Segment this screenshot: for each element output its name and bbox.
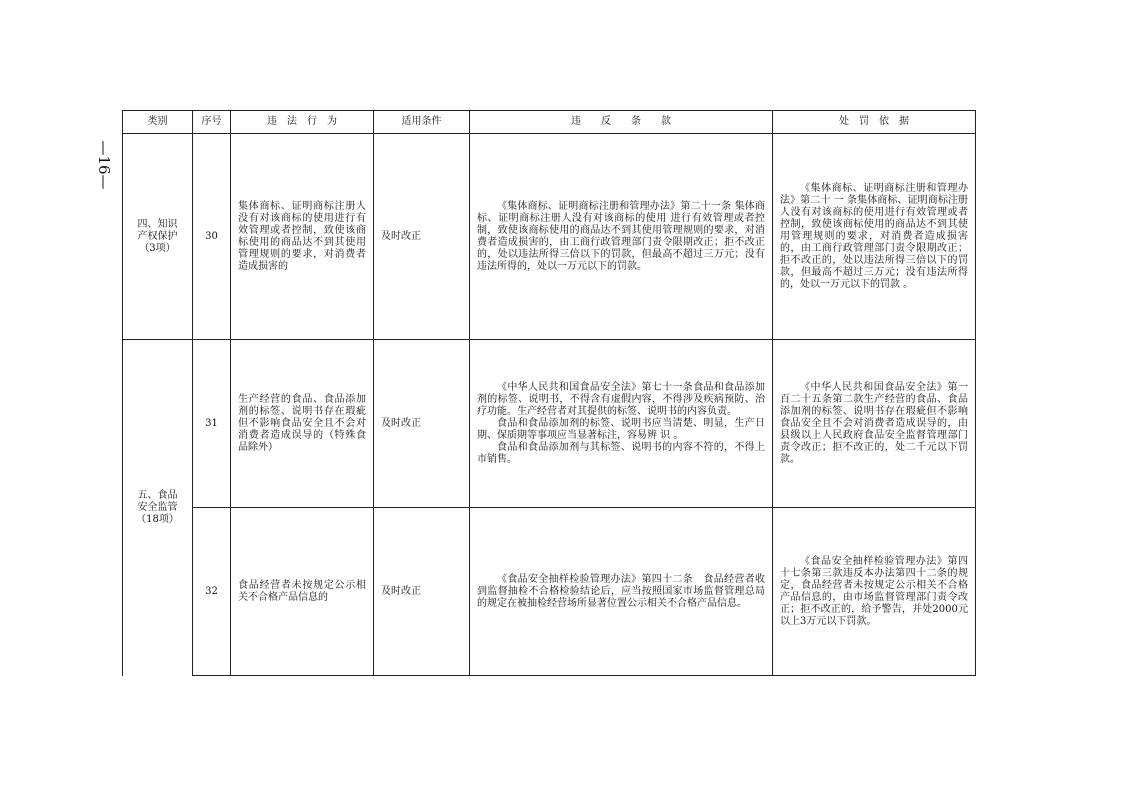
basis-paragraph: 《食品安全抽样检验管理办法》第四十七条第三款违反本办法第四十二条的规定，食品经营者未按规定公示相关不合格产品信息的，由市场监督管理部门责令改正；拒不改正的，给予警告，并处2000元 以上3万元以下罚款。 xyxy=(780,555,968,627)
table-row xyxy=(123,340,976,508)
clause-paragraph: 《食品安全抽样检验管理办法》第四十二条 食品经营者收到监督抽检不合格检验结论后，应当按照国家市场监督管理总局的规定在被抽检经营场所显著位置公示相关不合格产品信息。 xyxy=(477,573,765,609)
basis-paragraph: 《中华人民共和国食品安全法》第一百二十五条第二款生产经营的食品、食品添加剂的标签、说明书存在瑕疵但不影响食品安全且不会对消费者造成误导的，由县级以上人民政府食品安全监督管理部门责令改正；拒不改正的，处二千元以下罚款。 xyxy=(780,381,968,465)
condition-cell: 及时改正 xyxy=(374,508,470,676)
condition-cell: 及时改正 xyxy=(374,134,470,340)
category-cell: 四、知识 产权保护 （3项） xyxy=(123,134,193,340)
header-category: 类别 xyxy=(123,111,193,134)
row-number: 31 xyxy=(193,340,231,508)
clause-cell xyxy=(470,340,773,508)
page-number: —16— xyxy=(95,140,113,190)
behavior-cell: 集体商标、证明商标注册人没有对该商标的使用进行有效管理或者控制，致使该商标使用的商品达不到其使用管理规则的要求，对消费者造成损害的 xyxy=(231,134,374,340)
basis-cell xyxy=(773,340,976,508)
header-clause: 违 反 条 款 xyxy=(470,111,773,134)
behavior-cell: 生产经营的食品、食品添加剂的标签、说明书存在瑕疵但不影响食品安全且不会对消费者造成误导的（特殊食品除外） xyxy=(231,340,374,508)
header-number: 序号 xyxy=(193,111,231,134)
condition-cell: 及时改正 xyxy=(374,340,470,508)
clause-cell xyxy=(470,134,773,340)
clause-cell xyxy=(470,508,773,676)
row-number: 30 xyxy=(193,134,231,340)
clause-paragraph: 食品和食品添加剂与其标签、说明书的内容不符的，不得上市销售。 xyxy=(477,441,765,465)
clause-paragraph: 食品和食品添加剂的标签、说明书应当清楚、明显，生产日期、保质期等事项应当显著标注，容易辨 识 。 xyxy=(477,417,765,441)
header-condition: 适用条件 xyxy=(374,111,470,134)
behavior-cell: 食品经营者未按规定公示相关不合格产品信息的 xyxy=(231,508,374,676)
header-basis: 处 罚 依 据 xyxy=(773,111,976,134)
category-cell: 五、食品 安全监管 （18项） xyxy=(123,340,193,676)
basis-paragraph: 《集体商标、证明商标注册和管理办法》第二十 一 条集体商标、证明商标注册人没有对该商标的使用进行有效管理或者控制，致使该商标使用的商品达不到其使用管理规则的要求，对消费者造成损害的，由工商行政管理部门责令限期改正；拒不改正的，处以违法所得三倍以下的罚款，但最高不超过三万元；没有违法所得的，处以一万元以下的罚款 。 xyxy=(780,182,968,290)
clause-paragraph: 《集体商标、证明商标注册和管理办法》第二十一条 集体商标、证明商标注册人没有对该商标的使用 进行有效管理或者控制，致使该商标使用的商品达不到其使用管理规则的要求，对消费者造成损害的，由工商行政管理部门责令限期改正；拒不改正的，处以违法所得三倍以下的罚款，但最高不超过三万元；没有违法所得的，处以一万元以下的罚款。 xyxy=(477,200,765,272)
header-behavior: 违 法 行 为 xyxy=(231,111,374,134)
table-row xyxy=(123,508,976,676)
row-number: 32 xyxy=(193,508,231,676)
table-row xyxy=(123,134,976,340)
clause-paragraph: 《中华人民共和国食品安全法》第七十一条食品和食品添加剂的标签、说明书，不得含有虚假内容，不得涉及疾病预防、治疗功能。生产经营者对其提供的标签、说明书的内容负责。 xyxy=(477,381,765,417)
basis-cell xyxy=(773,508,976,676)
table-header-row xyxy=(123,111,976,134)
basis-cell xyxy=(773,134,976,340)
penalty-table xyxy=(122,110,976,676)
